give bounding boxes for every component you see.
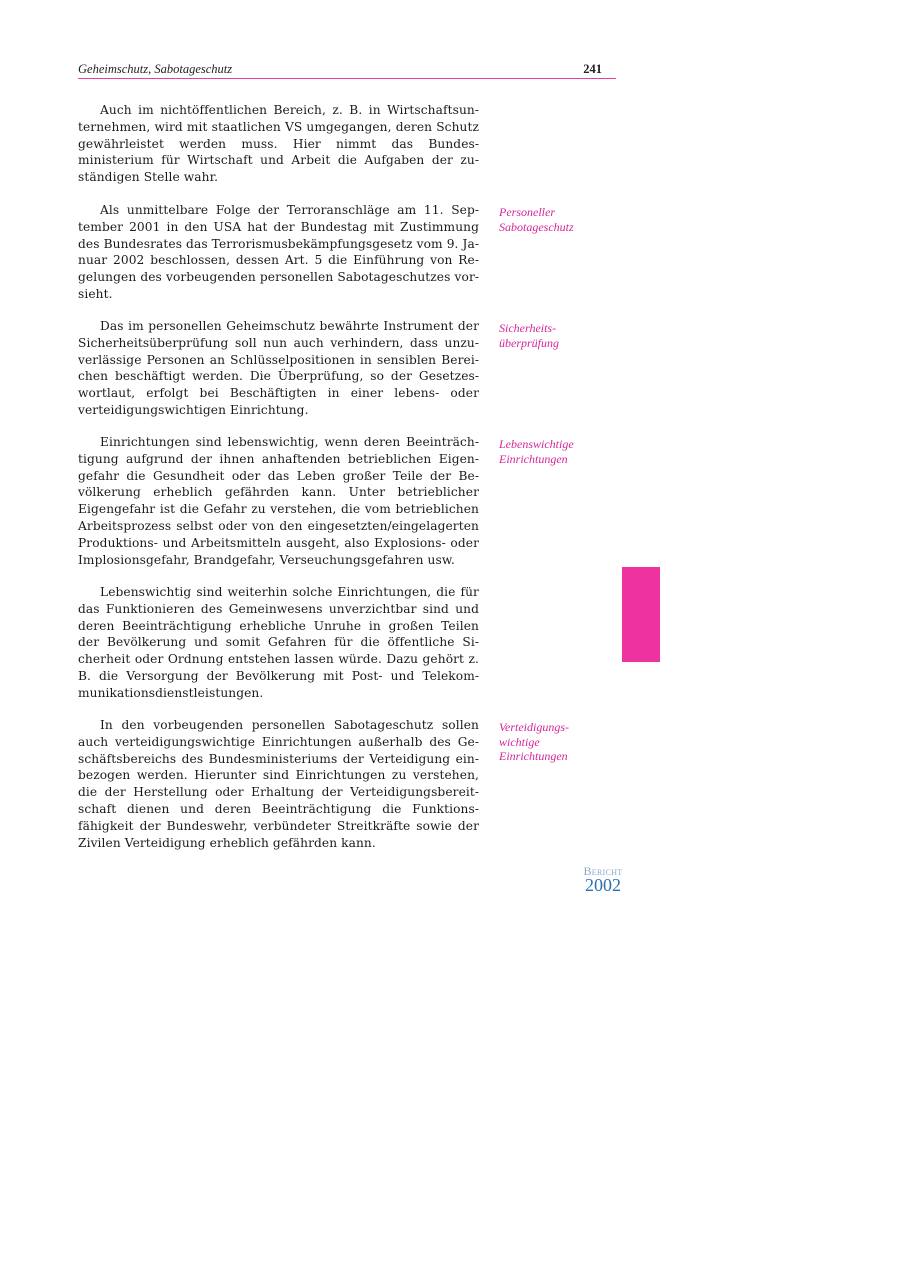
margin-note-line: Einrichtungen: [499, 749, 568, 763]
paragraph-2: Als unmittelbare Folge der Terroranschläge am 11. September 2001 in den USA hat der Bundestag mit Zustimmung des Bundesrates das Terrorismusbekämpfungsgesetz vom 9. Januar 2002 beschlossen, dessen Art. 5 die Einführung von Regelungen des vorbeugenden personellen Sabotageschutzes vorsieht.: [78, 203, 479, 301]
margin-note-line: Verteidigungs-: [499, 720, 569, 734]
page-number: 241: [583, 62, 602, 76]
paragraph-3: Das im personellen Geheimschutz bewährte Instrument der Sicherheitsüberprüfung soll nun auch verhindern, dass unzuverlässige Personen an Schlüsselpositionen in sensiblen Bereichen beschäftigt werden. Die Überprüfung, so der Gesetzeswortlaut, erfolgt bei Beschäftigten in einer lebens- oder verteidigungswichtigen Einrichtung.: [78, 319, 479, 417]
margin-note-line: überprüfung: [499, 335, 559, 350]
paragraph-4: Einrichtungen sind lebenswichtig, wenn deren Beeinträchtigung aufgrund der ihnen anhaftenden betrieblichen Eigengefahr die Gesundheit oder das Leben großer Teile der Bevölkerung erheblich gefährden kann. Unter betrieblicher Eigengefahr ist die Gefahr zu verstehen, die vom betrieblichen Arbeitsprozess selbst oder von den eingesetzten/eingelagerten Produktions- und Arbeitsmitteln ausgeht, also Explosions- oder Implosionsgefahr, Brandgefahr, Verseuchungsgefahren usw.: [78, 435, 479, 567]
margin-note-sicherheitsueberpruefung: [499, 321, 599, 350]
margin-note-verteidigungswichtige-einrichtungen: [499, 720, 599, 764]
section-side-tab: [622, 567, 660, 662]
margin-note-line: wichtige: [499, 734, 540, 749]
margin-note-lebenswichtige-einrichtungen: [499, 437, 599, 466]
logo-word: Bericht: [583, 864, 623, 878]
bericht-2002-logo: [576, 865, 630, 893]
paragraph-5: Lebenswichtig sind weiterhin solche Einrichtungen, die für das Funktionieren des Gemeinwesens unverzichtbar sind und deren Beeinträchtigung erhebliche Unruhe in großen Teilen der Bevölkerung und somit Gefahren für die öffentliche Sicherheit oder Ordnung entstehen lassen würde. Dazu gehört z. B. die Versorgung der Bevölkerung mit Post- und Telekommunikationsdienstleistungen.: [78, 585, 479, 700]
margin-note-line: Sicherheits-: [499, 321, 557, 335]
running-title: Geheimschutz, Sabotageschutz: [78, 62, 233, 76]
margin-note-line: Lebenswichtige: [499, 437, 574, 451]
margin-note-line: Sabotageschutz: [499, 219, 574, 234]
paragraph-1: Auch im nichtöffentlichen Bereich, z. B. in Wirtschaftsunternehmen, wird mit staatlichen VS umgegangen, deren Schutz gewährleistet werden muss. Hier nimmt das Bundesministerium für Wirtschaft und Arbeit die Aufgaben der zuständigen Stelle wahr.: [78, 103, 479, 185]
running-head: [78, 62, 616, 79]
paragraph-6: In den vorbeugenden personellen Sabotageschutz sollen auch verteidigungswichtige Einrichtungen außerhalb des Geschäftsbereichs des Bundesministeriums der Verteidigung einbezogen werden. Hierunter sind Einrichtungen zu verstehen, die der Herstellung oder Erhaltung der Verteidigungsbereitschaft dienen und deren Beeinträchtigung die Funktionsfähigkeit der Bundeswehr, verbündeter Streitkräfte sowie der Zivilen Verteidigung erheblich gefährden kann.: [78, 718, 479, 850]
margin-note-line: Einrichtungen: [499, 451, 568, 466]
margin-note-personeller-sabotageschutz: [499, 205, 599, 234]
margin-note-line: Personeller: [499, 205, 555, 219]
logo-year: 2002: [585, 875, 621, 895]
